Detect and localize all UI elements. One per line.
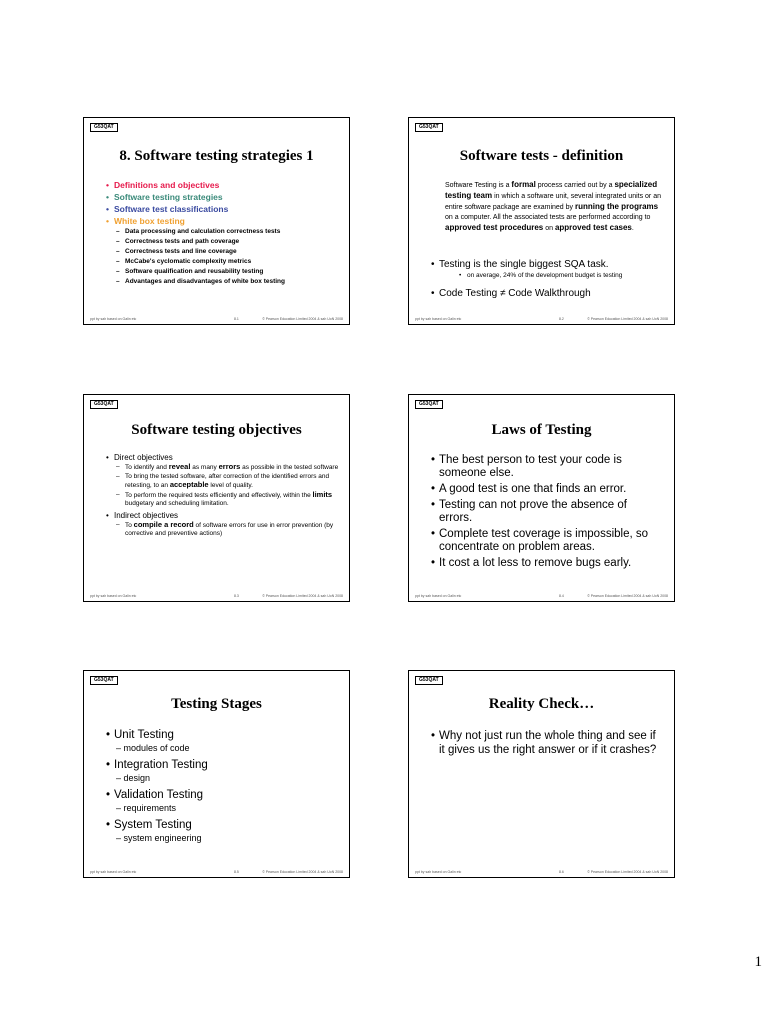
objective-sub-item: – To compile a record of software errors for use in error prevention (by corrective and preventive actions) — [116, 521, 341, 539]
objective-item: • Direct objectives – To identify and reveal as many errors as possible in the tested software – To bring the tested software, after correction of the identified errors and retesting, to an acceptable level of quality. – To perform the required tests efficiently and effectively, within the limits budgetary and scheduling limitation. — [106, 453, 341, 509]
subtopic-item: – McCabe's cyclomatic complexity metrics — [116, 257, 285, 267]
stage-item: • Integration Testing – design — [106, 758, 341, 784]
slide-title: Reality Check… — [488, 696, 595, 712]
stage-item: • Unit Testing – modules of code — [106, 728, 341, 754]
course-tag: G53QAT — [90, 123, 118, 132]
slide-footer: ppt by sah based on Galin etc 8.6 © Pearson Education Limited 2004 & sah UoN 2008 — [415, 870, 668, 874]
course-tag: G53QAT — [415, 123, 443, 132]
subtopic-item: – Correctness tests and line coverage — [116, 247, 285, 257]
objective-sub-list — [116, 463, 341, 509]
slide-4 — [408, 394, 675, 602]
subpoint-item: • on average, 24% of the development budget is testing — [459, 271, 664, 281]
stage-list — [106, 728, 341, 844]
law-item: • Testing can not prove the absence of errors. — [431, 499, 663, 525]
slide-footer: ppt by sah based on Galin etc 8.2 © Pearson Education Limited 2004 & sah UoN 2008 — [415, 317, 668, 321]
slide-footer: ppt by sah based on Galin etc 8.4 © Pearson Education Limited 2004 & sah UoN 2008 — [415, 594, 668, 598]
topic-item: • Software testing strategies — [106, 191, 285, 203]
objective-sub-item: – To bring the tested software, after correction of the identified errors and retesting, to an acceptable level of quality. — [116, 473, 341, 491]
subpoint-list — [459, 271, 664, 281]
question-list — [431, 729, 661, 757]
stage-detail: – design — [116, 773, 151, 783]
course-tag: G53QAT — [415, 400, 443, 409]
law-list — [431, 454, 663, 570]
objective-list — [106, 453, 341, 539]
subtopic-list — [116, 227, 285, 287]
slide-footer: ppt by sah based on Galin etc 8.5 © Pearson Education Limited 2004 & sah UoN 2008 — [90, 870, 343, 874]
stage-detail: – system engineering — [116, 833, 202, 843]
stage-item: • Validation Testing – requirements — [106, 788, 341, 814]
stage-detail: – modules of code — [116, 743, 190, 753]
course-tag: G53QAT — [415, 676, 443, 685]
slide-6 — [408, 670, 675, 878]
question-item: • Why not just run the whole thing and see if it gives us the right answer or if it crashes? — [431, 729, 661, 757]
topic-item: • White box testing – Data processing and calculation correctness tests – Correctness tests and path coverage – Correctness tests and line coverage – McCabe's cyclomatic complexity metrics – Software qualification and reusability testing – Advantages and disadvantages of white box testing — [106, 215, 285, 287]
point-list — [431, 258, 664, 300]
course-tag: G53QAT — [90, 400, 118, 409]
slide-title: 8. Software testing strategies 1 — [119, 148, 314, 164]
stage-item: • System Testing – system engineering — [106, 818, 341, 844]
subtopic-item: – Correctness tests and path coverage — [116, 237, 285, 247]
slide-title: Software tests - definition — [459, 148, 624, 164]
objective-sub-item: – To identify and reveal as many errors as possible in the tested software — [116, 463, 341, 473]
topic-list — [106, 179, 285, 287]
course-tag: G53QAT — [90, 676, 118, 685]
point-item: • Testing is the single biggest SQA task. • on average, 24% of the development budget is testing — [431, 258, 664, 281]
law-item: • Complete test coverage is impossible, so concentrate on problem areas. — [431, 528, 663, 554]
slide-2 — [408, 117, 675, 325]
slide-footer: ppt by sah based on Galin etc 8.3 © Pearson Education Limited 2004 & sah UoN 2008 — [90, 594, 343, 598]
subtopic-item: – Software qualification and reusability testing — [116, 267, 285, 277]
subtopic-item: – Data processing and calculation correctness tests — [116, 227, 285, 237]
subtopic-item: – Advantages and disadvantages of white box testing — [116, 277, 285, 287]
objective-sub-item: – To perform the required tests efficiently and effectively, within the limits budgetary and scheduling limitation. — [116, 491, 341, 509]
slide-footer: ppt by sah based on Galin etc 8.1 © Pearson Education Limited 2004 & sah UoN 2008 — [90, 317, 343, 321]
point-item: • Code Testing ≠ Code Walkthrough — [431, 287, 664, 300]
slide-5 — [83, 670, 350, 878]
objective-sub-list — [116, 521, 341, 539]
page-number: 1 — [754, 954, 762, 970]
objective-item: • Indirect objectives – To compile a record of software errors for use in error prevention (by corrective and preventive actions) — [106, 511, 341, 539]
topic-item: • Definitions and objectives — [106, 179, 285, 191]
slide-title: Testing Stages — [171, 696, 262, 712]
slide-1 — [83, 117, 350, 325]
slide-3 — [83, 394, 350, 602]
law-item: • It cost a lot less to remove bugs early. — [431, 557, 663, 570]
topic-item: • Software test classifications — [106, 203, 285, 215]
law-item: • The best person to test your code is someone else. — [431, 454, 663, 480]
slide-title: Laws of Testing — [491, 422, 592, 438]
slide-title: Software testing objectives — [131, 422, 302, 438]
law-item: • A good test is one that finds an error. — [431, 483, 663, 496]
definition-paragraph: Software Testing is a formal process carried out by a specialized testing team in which a software unit, several integrated units or an entire software package are examined by running the programs on a computer. All the associated tests are performed according to approved test procedures on approved test cases. — [445, 180, 661, 232]
stage-detail: – requirements — [116, 803, 177, 813]
